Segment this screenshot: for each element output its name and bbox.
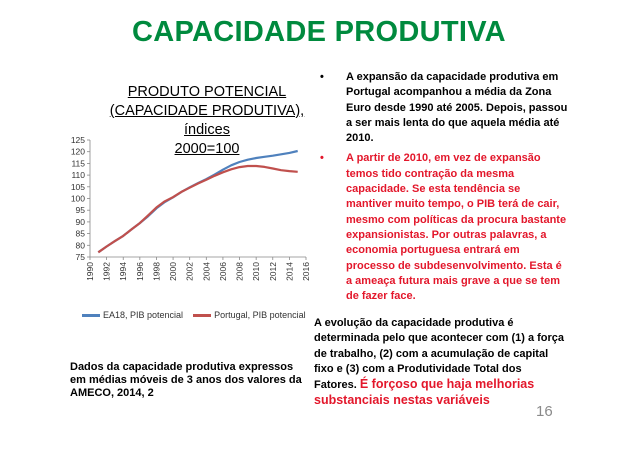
y-tick-label: 110 — [71, 170, 85, 181]
bullet-marker: • — [320, 152, 324, 165]
y-tick-label: 125 — [70, 135, 85, 145]
y-axis — [71, 135, 90, 262]
source-note: Dados da capacidade produtiva expressos em médias móveis de 3 anos dos valores da AMECO, 2014, 2 — [70, 361, 302, 399]
x-tick-label: 1990 — [85, 262, 95, 281]
conclusion-text — [314, 316, 566, 410]
y-tick-label: 105 — [70, 181, 85, 192]
bullet-list — [318, 70, 568, 309]
chart-title-line-2: (CAPACIDADE PRODUTIVA), índices — [109, 103, 305, 138]
chart-series — [98, 151, 297, 252]
y-tick-label: 90 — [75, 216, 85, 227]
page-number: 16 — [536, 403, 553, 420]
x-tick-label: 2012 — [267, 262, 278, 281]
chart-title-line-3: 2000=100 — [174, 141, 240, 157]
bullet-item-1 — [318, 70, 568, 146]
legend-item-portugal — [193, 310, 306, 320]
x-tick-label: 2006 — [217, 262, 228, 281]
bullet-marker: • — [320, 71, 324, 83]
x-tick-label: 2002 — [184, 262, 195, 281]
chart-legend — [82, 310, 322, 320]
x-tick-label: 1992 — [101, 262, 112, 281]
legend-label-ea18: EA18, PIB potencial — [103, 310, 184, 320]
y-tick-label: 95 — [75, 205, 85, 216]
x-tick-label: 1994 — [118, 262, 129, 281]
series-line-ea18 — [98, 151, 297, 252]
chart-title-line-1: PRODUTO POTENCIAL — [127, 84, 287, 100]
conclusion-highlight: É forçoso que haja melhorias substanciais nestas variáveis — [314, 377, 535, 408]
bullet-text-2: A partir de 2010, em vez de expansão temos tido contração da mesma capacidade. Se esta tendência se mantiver muito tempo, o PIB terá de cair, mesmo com políticas da procura bastante expansionistas. Por outras palavras, a economia portuguesa entrará em processo de subdesenvolvimento. Esta é a ameaça futura mais grave a que se tem de fazer face. — [346, 152, 567, 303]
x-tick-label: 2016 — [301, 262, 311, 281]
y-tick-label: 80 — [75, 240, 85, 251]
y-tick-label: 85 — [75, 228, 85, 239]
x-tick-label: 2000 — [168, 262, 179, 281]
x-axis — [85, 257, 311, 281]
y-tick-label: 115 — [71, 158, 85, 169]
y-tick-label: 100 — [70, 193, 85, 204]
legend-item-ea18 — [82, 310, 183, 320]
legend-label-portugal: Portugal, PIB potencial — [214, 310, 306, 320]
x-tick-label: 1998 — [151, 262, 162, 281]
x-tick-label: 2014 — [284, 262, 295, 281]
y-tick-label: 75 — [75, 252, 85, 262]
x-tick-label: 2010 — [251, 262, 262, 281]
bullet-item-2 — [318, 151, 568, 304]
x-tick-label: 1996 — [134, 262, 145, 281]
legend-swatch-portugal — [193, 314, 211, 317]
y-tick-label: 120 — [70, 146, 85, 157]
conclusion-body: A evolução da capacidade produtiva é determinada pelo que acontecer com (1) a força de trabalho, (2) com a acumulação de capital fixo e (3) com a Produtividade Total dos Fatores. — [314, 317, 565, 392]
x-tick-label: 2008 — [234, 262, 245, 281]
slide-title: CAPACIDADE PRODUTIVA — [132, 16, 506, 48]
series-line-portugal — [98, 166, 297, 252]
legend-swatch-ea18 — [82, 314, 100, 317]
x-tick-label: 2004 — [201, 262, 212, 281]
bullet-text-1: A expansão da capacidade produtiva em Portugal acompanhou a média da Zona Euro desde 1990 até 2005. Depois, passou a ser mais lenta do que aquela média até 2010. — [346, 71, 568, 145]
